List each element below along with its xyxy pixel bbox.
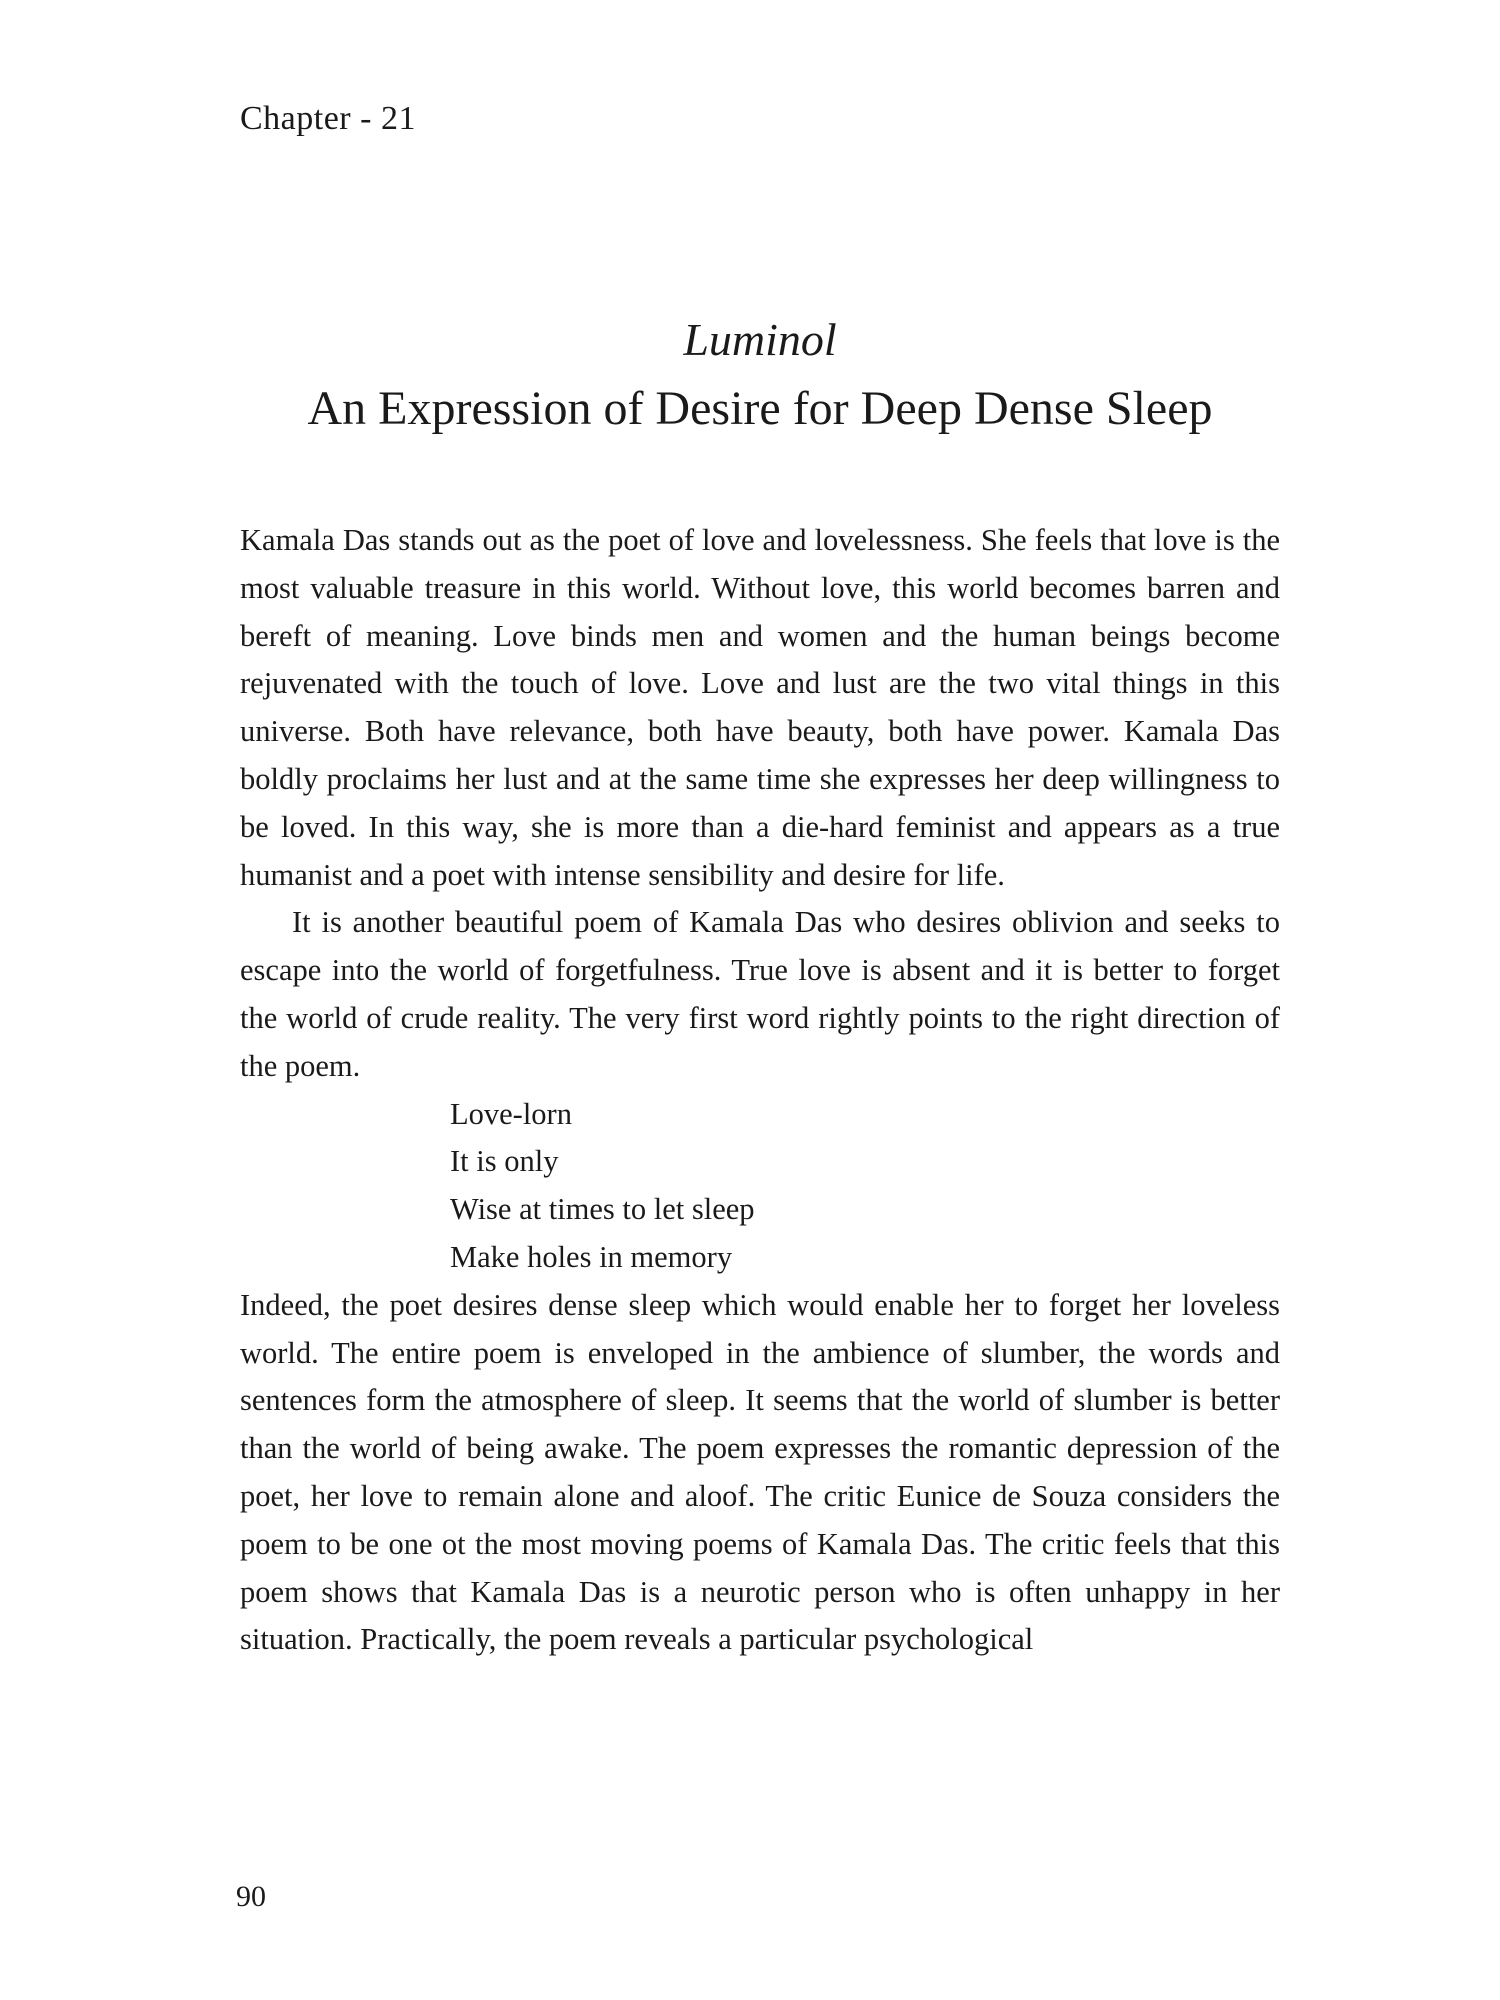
poem-line: It is only [450,1144,559,1179]
poem-excerpt [240,1091,1280,1282]
poem-line: Make holes in memory [450,1239,733,1274]
paragraph-3: Indeed, the poet desires dense sleep which would enable her to forget her loveless world. The entire poem is enveloped in the ambience of slumber, the words and sentences form the atmosphere of sleep. It seems that the world of slumber is better than the world of being awake. The poem expresses the romantic depression of the poet, her love to remain alone and aloof. The critic Eunice de Souza considers the poem to be one ot the most moving poems of Kamala Das. The critic feels that this poem shows that Kamala Das is a neurotic person who is often unhappy in her situation. Practically, the poem reveals a particular psychological [240,1287,1280,1657]
poem-line: Love-lorn [450,1096,572,1131]
paragraph-1: Kamala Das stands out as the poet of love and lovelessness. She feels that love is the most valuable treasure in this world. Without love, this world becomes barren and bereft of meaning. Love binds men and women and the human beings become rejuvenated with the touch of love. Love and lust are the two vital things in this universe. Both have relevance, both have beauty, both have power. Kamala Das boldly proclaims her lust and at the same time she expresses her deep willingness to be loved. In this way, she is more than a die-hard feminist and appears as a true humanist and a poet with intense sensibility and desire for life. [240,523,1280,892]
page-number: 90 [236,1880,266,1913]
poem-line: Wise at times to let sleep [450,1192,755,1227]
body-text [240,517,1280,1664]
chapter-label: Chapter - 21 [240,100,416,137]
poem-title: Luminol [683,314,837,365]
chapter-title-block [240,310,1280,440]
paragraph-2: It is another beautiful poem of Kamala Das who desires oblivion and seeks to escape into the world of forgetfulness. True love is absent and it is better to forget the world of crude reality. The very first word rightly points to the right direction of the poem. [240,905,1280,1083]
chapter-title: An Expression of Desire for Deep Dense Sleep [307,382,1213,435]
